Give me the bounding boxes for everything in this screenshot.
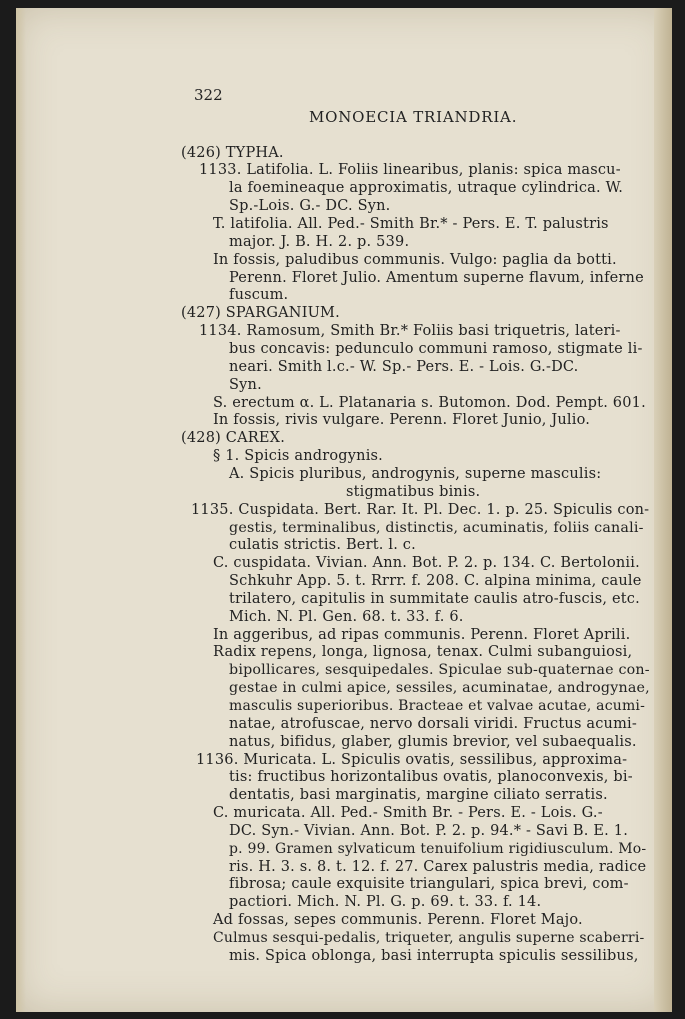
text-line: § 1. Spicis androgynis. <box>213 448 383 464</box>
text-line: culatis strictis. Bert. l. c. <box>229 537 416 553</box>
text-line: 1134. Ramosum, Smith Br.* Foliis basi triquetris, lateri- <box>199 323 621 339</box>
text-line: dentatis, basi marginatis, margine ciliato serratis. <box>229 787 608 803</box>
text-line: T. latifolia. All. Ped.- Smith Br.* - Pers. E. T. palustris <box>213 216 609 232</box>
text-line: In aggeribus, ad ripas communis. Perenn. Floret Aprili. <box>213 627 631 643</box>
running-head: MONOECIA TRIANDRIA. <box>309 108 518 126</box>
text-line: S. erectum α. L. Platanaria s. Butomon. Dod. Pempt. 601. <box>213 395 646 411</box>
text-line: A. Spicis pluribus, androgynis, superne masculis: <box>229 466 602 482</box>
text-line: DC. Syn.- Vivian. Ann. Bot. P. 2. p. 94.* - Savi B. E. 1. <box>229 823 629 839</box>
text-line: Mich. N. Pl. Gen. 68. t. 33. f. 6. <box>229 609 464 625</box>
text-line: gestae in culmi apice, sessiles, acuminatae, androgynae, <box>229 680 650 696</box>
text-line: C. cuspidata. Vivian. Ann. Bot. P. 2. p. 134. C. Bertolonii. <box>213 555 640 571</box>
text-line: Perenn. Floret Julio. Amentum superne flavum, inferne <box>229 270 644 286</box>
text-line: trilatero, capitulis in summitate caulis atro-fuscis, etc. <box>229 591 640 607</box>
text-line: In fossis, rivis vulgare. Perenn. Floret Junio, Julio. <box>213 412 591 428</box>
genus-heading-typha: (426) TYPHA. <box>181 145 284 161</box>
text-line: C. muricata. All. Ped.- Smith Br. - Pers. E. - Lois. G.- <box>213 805 603 821</box>
text-line: 1136. Muricata. L. Spiculis ovatis, sessilibus, approxima- <box>196 752 628 768</box>
text-line: mis. Spica oblonga, basi interrupta spiculis sessilibus, <box>229 948 639 964</box>
text-line: natus, bifidus, glaber, glumis brevior, vel subaequalis. <box>229 734 637 750</box>
text-line: la foemineaque approximatis, utraque cylindrica. W. <box>229 180 624 196</box>
text-line: p. 99. Gramen sylvaticum tenuifolium rigidiusculum. Mo- <box>229 841 647 857</box>
page-gutter <box>654 8 672 1012</box>
text-line: 1135. Cuspidata. Bert. Rar. It. Pl. Dec. 1. p. 25. Spiculis con- <box>191 502 650 518</box>
text-line: ris. H. 3. s. 8. t. 12. f. 27. Carex palustris media, radice <box>229 859 647 875</box>
text-line: stigmatibus binis. <box>346 484 481 500</box>
text-line: Ad fossas, sepes communis. Perenn. Floret Majo. <box>213 912 583 928</box>
page-edge-shadow <box>16 8 26 1012</box>
page-number: 322 <box>194 86 223 104</box>
text-line: natae, atrofuscae, nervo dorsali viridi. Fructus acumi- <box>229 716 637 732</box>
text-line: pactiori. Mich. N. Pl. G. p. 69. t. 33. f. 14. <box>229 894 542 910</box>
text-line: fuscum. <box>229 287 289 303</box>
text-line: Schkuhr App. 5. t. Rrrr. f. 208. C. alpina minima, caule <box>229 573 642 589</box>
genus-heading-carex: (428) CAREX. <box>181 430 285 446</box>
book-page <box>16 8 672 1012</box>
text-line: 1133. Latifolia. L. Foliis linearibus, planis: spica mascu- <box>199 162 621 178</box>
text-line: tis: fructibus horizontalibus ovatis, planoconvexis, bi- <box>229 769 633 785</box>
text-line: Radix repens, longa, lignosa, tenax. Culmi subanguiosi, <box>213 644 633 660</box>
text-line: In fossis, paludibus communis. Vulgo: paglia da botti. <box>213 252 617 268</box>
genus-heading-sparganium: (427) SPARGANIUM. <box>181 305 340 321</box>
text-line: masculis superioribus. Bracteae et valvae acutae, acumi- <box>229 698 646 714</box>
text-line: bipollicares, sesquipedales. Spiculae sub-quaternae con- <box>229 662 650 678</box>
text-line: Syn. <box>229 377 262 393</box>
text-line: fibrosa; caule exquisite triangulari, spica brevi, com- <box>229 876 629 892</box>
text-line: bus concavis: pedunculo communi ramoso, stigmate li- <box>229 341 643 357</box>
text-line: major. J. B. H. 2. p. 539. <box>229 234 410 250</box>
text-line: neari. Smith l.c.- W. Sp.- Pers. E. - Lois. G.-DC. <box>229 359 579 375</box>
text-line: Culmus sesqui-pedalis, triqueter, angulis superne scaberri- <box>213 930 645 946</box>
text-line: gestis, terminalibus, distinctis, acuminatis, foliis canali- <box>229 520 644 536</box>
text-line: Sp.-Lois. G.- DC. Syn. <box>229 198 391 214</box>
